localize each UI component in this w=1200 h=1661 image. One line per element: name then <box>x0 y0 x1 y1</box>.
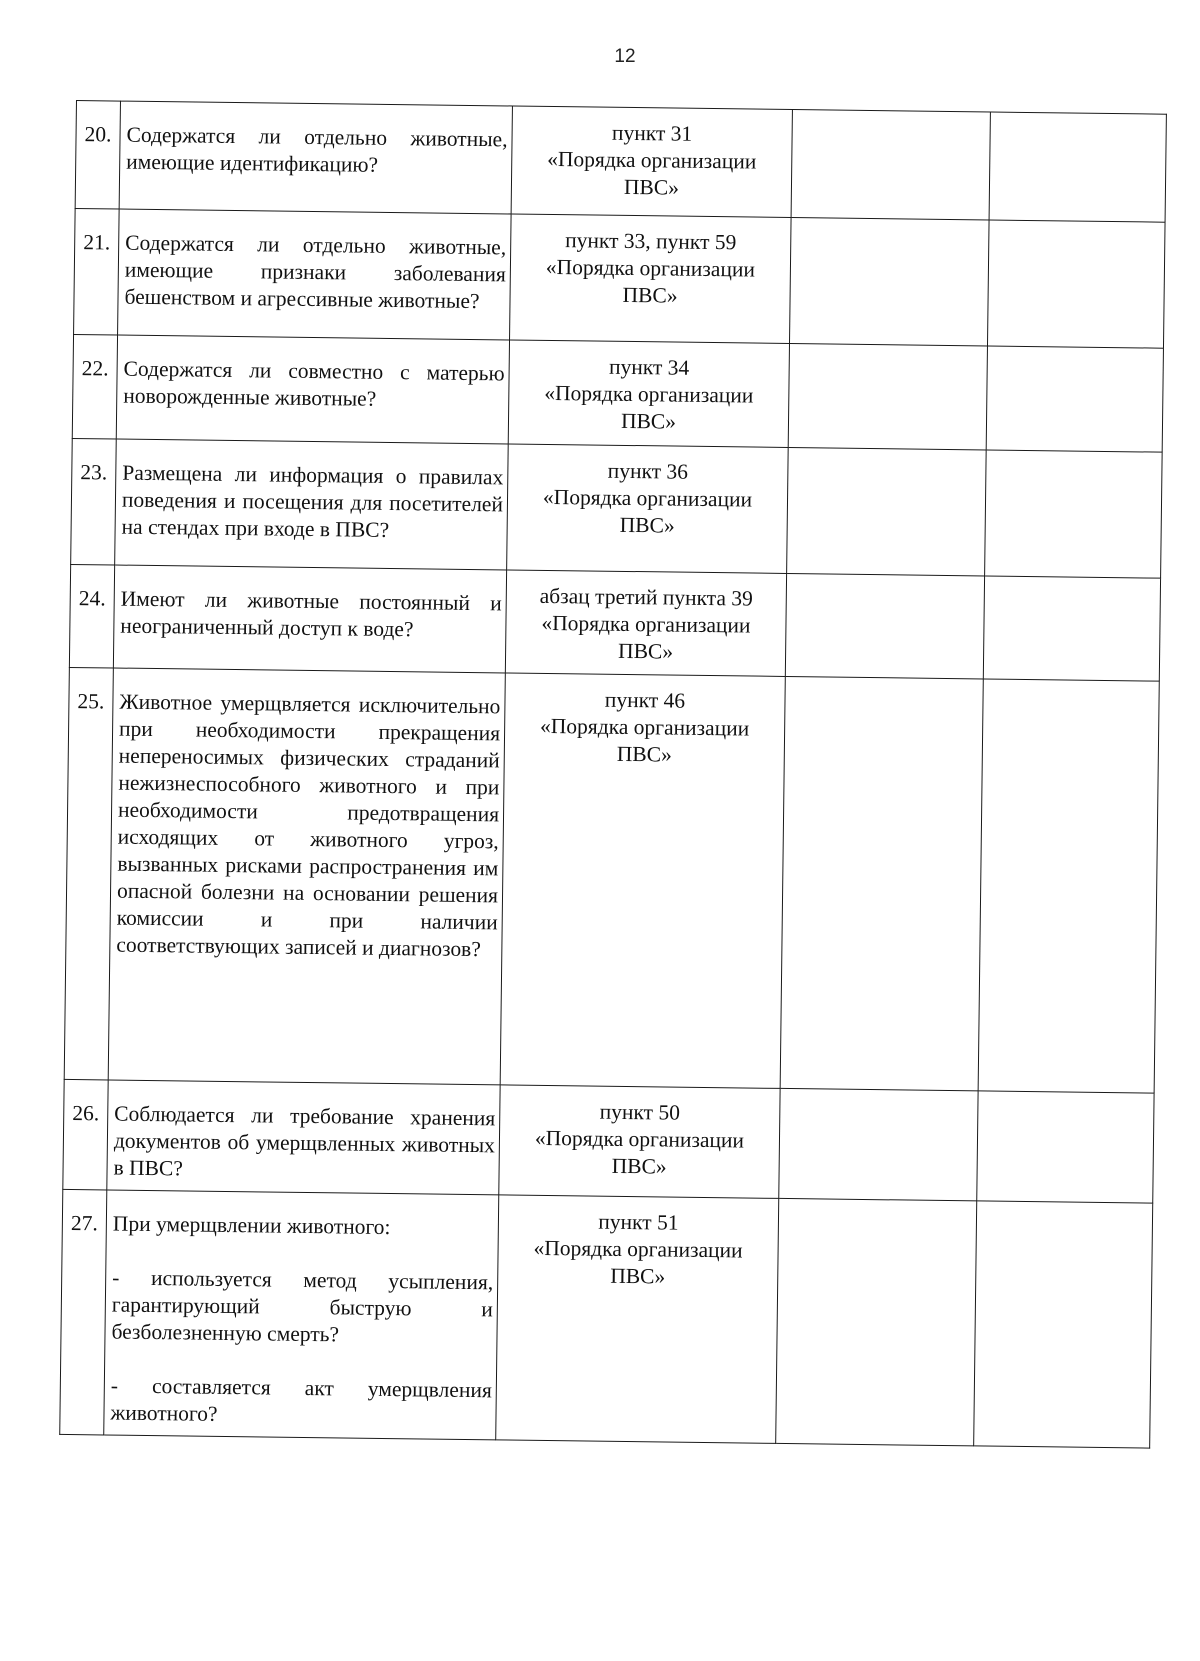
checklist-table <box>59 100 1167 1449</box>
table-row <box>69 564 1160 681</box>
row-number: 21. <box>74 208 120 335</box>
reference-line: ПВС» <box>620 408 677 434</box>
reference-line: пункт 34 <box>608 354 690 380</box>
table-row <box>75 101 1166 223</box>
reference-line: ПВС» <box>617 638 674 664</box>
reference-cell <box>511 106 792 218</box>
page-number: 12 <box>614 46 636 67</box>
question-text: При умерщвлении животного: <box>112 1211 391 1240</box>
question-subitem: - составляется акт умерщвления животного? <box>110 1373 492 1426</box>
reference-line: ПВС» <box>619 512 675 538</box>
reference-line: ПВС» <box>611 1153 667 1179</box>
question-cell <box>108 668 505 1085</box>
reference-line: «Порядка организации <box>544 380 754 408</box>
reference-line: ПВС» <box>616 741 672 767</box>
question-text: Содержатся ли отдельно животные, имеющие признаки заболевания бешенством и агрессивные животные? <box>124 230 507 314</box>
reference-line: пункт 31 <box>611 120 693 146</box>
reference-cell <box>500 673 785 1088</box>
table-row <box>64 667 1159 1093</box>
reference-line: «Порядка организации <box>533 1235 743 1263</box>
answer-cell[interactable] <box>789 217 989 345</box>
question-cell <box>107 1080 500 1195</box>
note-cell[interactable] <box>974 1201 1153 1448</box>
note-cell[interactable] <box>987 220 1165 348</box>
row-number: 23. <box>71 438 117 565</box>
reference-cell <box>507 444 789 574</box>
reference-line: пункт 36 <box>607 458 689 484</box>
answer-cell[interactable] <box>787 447 987 575</box>
row-number: 24. <box>69 564 114 668</box>
question-cell <box>104 1190 499 1440</box>
row-number: 27. <box>60 1189 107 1435</box>
row-number: 20. <box>75 101 120 210</box>
answer-cell[interactable] <box>780 676 983 1090</box>
reference-line: абзац третий пункта 39 <box>539 583 754 611</box>
checklist-sheet <box>59 100 1166 1449</box>
question-text: Содержатся ли совместно с матерью новорожденные животные? <box>123 356 505 411</box>
question-text: Размещена ли информация о правилах поведения и посещения для посетителей на стендах при входе в ПВС? <box>121 460 504 542</box>
answer-cell[interactable] <box>785 573 984 678</box>
question-cell <box>113 565 506 673</box>
note-cell[interactable] <box>977 1091 1154 1203</box>
reference-line: ПВС» <box>622 282 678 308</box>
question-text: Соблюдается ли требование хранения документов об умерщвленных животных в ПВС? <box>113 1101 496 1181</box>
question-cell <box>119 101 512 214</box>
answer-cell[interactable] <box>791 110 990 220</box>
answer-cell[interactable] <box>776 1198 977 1445</box>
reference-line: пункт 51 <box>598 1209 679 1235</box>
note-cell[interactable] <box>986 346 1163 452</box>
note-cell[interactable] <box>989 112 1166 222</box>
note-cell[interactable] <box>985 450 1163 578</box>
table-row <box>63 1079 1154 1203</box>
reference-line: ПВС» <box>610 1263 666 1289</box>
question-subitem: - используется метод усыпления, гарантирующий быструю и безболезненную смерть? <box>111 1265 494 1347</box>
reference-line: пункт 46 <box>604 687 686 713</box>
reference-cell <box>505 570 786 677</box>
reference-line: «Порядка организации <box>545 254 756 282</box>
reference-line: «Порядка организации <box>539 713 750 741</box>
note-cell[interactable] <box>978 679 1159 1093</box>
reference-line: «Порядка организации <box>547 146 757 174</box>
reference-line: ПВС» <box>623 174 680 200</box>
reference-line: «Порядка организации <box>534 1125 745 1153</box>
question-text: Имеют ли животные постоянный и неограниченный доступ к воде? <box>120 586 502 642</box>
row-number: 22. <box>72 334 117 439</box>
reference-cell <box>510 214 792 344</box>
table-row <box>74 208 1165 348</box>
row-number: 25. <box>64 667 113 1080</box>
table-row <box>71 438 1162 578</box>
table-row <box>72 334 1163 452</box>
reference-cell <box>508 340 789 448</box>
question-cell <box>116 335 509 444</box>
question-cell <box>118 209 512 340</box>
reference-line: «Порядка организации <box>542 484 753 512</box>
reference-line: пункт 50 <box>599 1099 681 1125</box>
note-cell[interactable] <box>983 576 1160 681</box>
question-text: Содержатся ли отдельно животные, имеющие идентификацию? <box>126 122 508 177</box>
reference-cell <box>496 1195 779 1443</box>
question-text: Животное умерщвляется исключительно при необходимости прекращения непереносимых физических страданий нежизнеспособного животного и при необходимости предотвращения исходящих от животного угроз, вызванных рисками распространения им опасной болезни на основании решения комиссии и при наличии соответствующих записей и диагнозов? <box>116 689 501 962</box>
reference-line: пункт 33, пункт 59 <box>565 228 737 255</box>
question-cell <box>115 439 509 570</box>
reference-cell <box>499 1085 780 1199</box>
answer-cell[interactable] <box>788 343 987 449</box>
reference-line: «Порядка организации <box>541 610 751 638</box>
table-row <box>60 1189 1153 1448</box>
row-number: 26. <box>63 1079 108 1190</box>
answer-cell[interactable] <box>779 1088 978 1200</box>
